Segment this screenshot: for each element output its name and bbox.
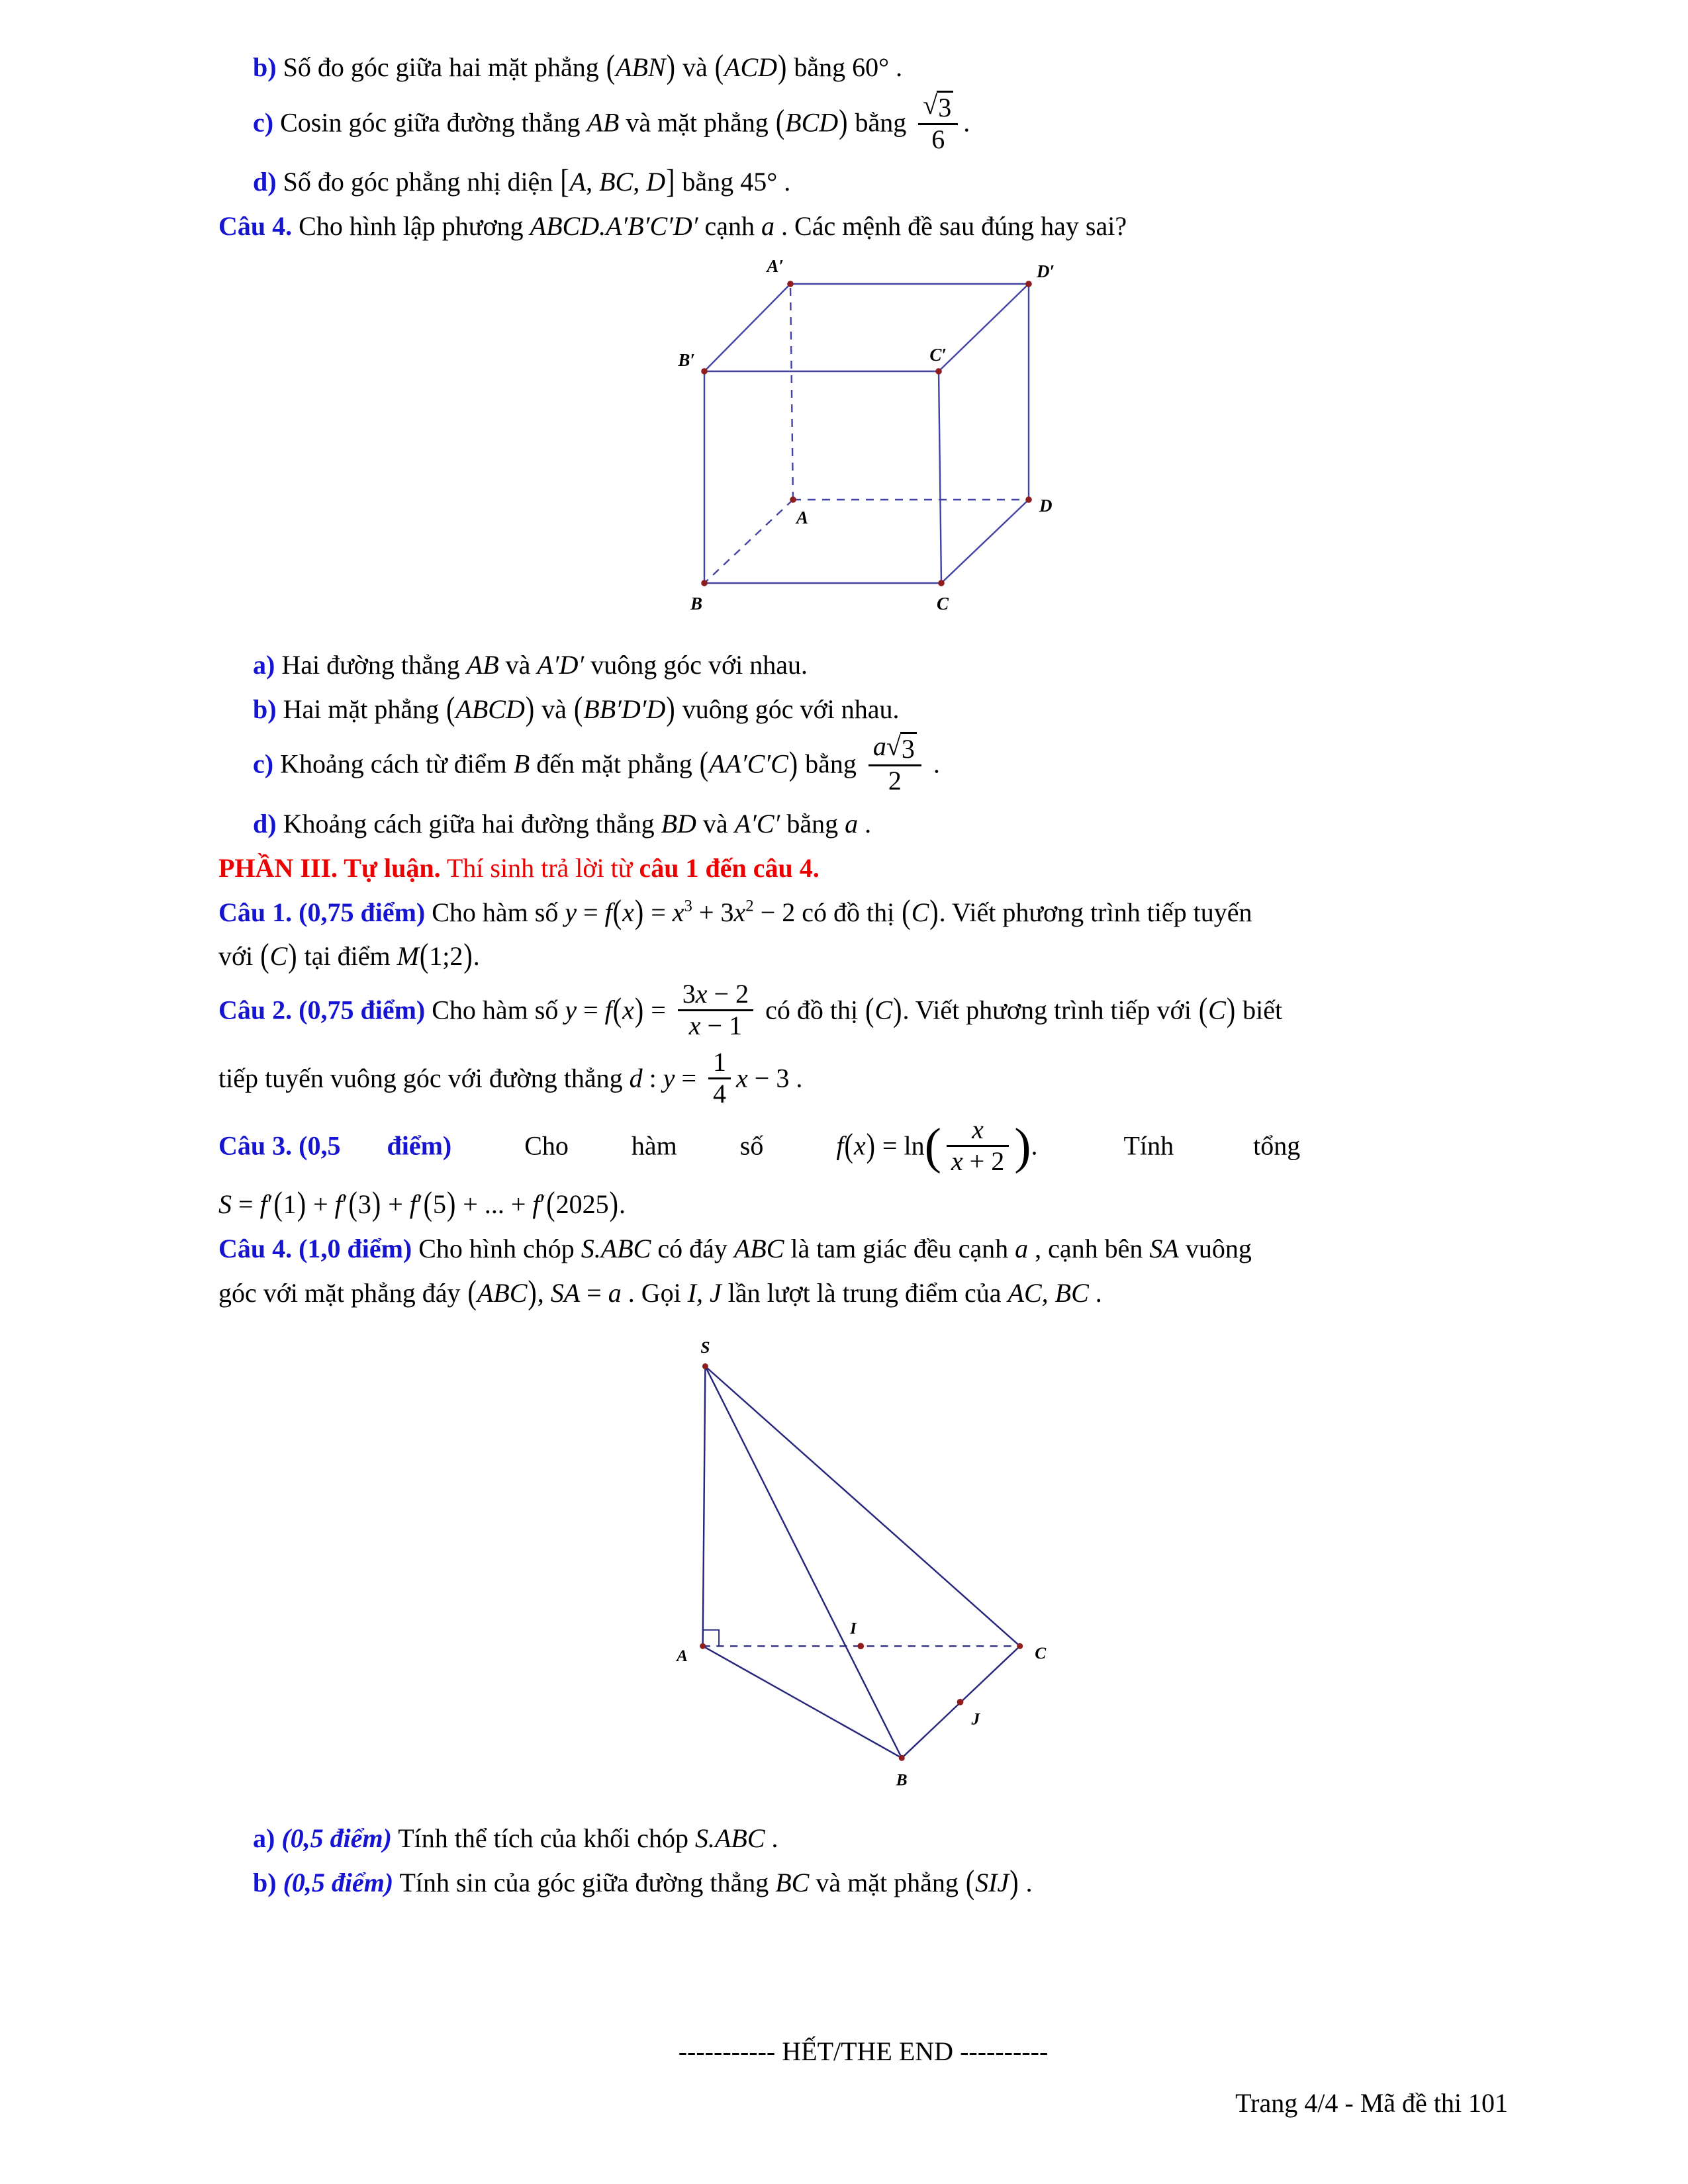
text-run: vuông góc với nhau. xyxy=(675,694,900,724)
text-run: tiếp tuyến vuông góc với đường thẳng xyxy=(218,1063,630,1093)
math-text: AB xyxy=(466,649,499,680)
text-run: 3 xyxy=(682,979,696,1009)
math-text: S.ABC xyxy=(695,1823,765,1854)
text-run: [ xyxy=(560,162,569,201)
text-run: − 2 xyxy=(707,979,749,1009)
text-run: ) xyxy=(1226,990,1236,1028)
text-run: + xyxy=(306,1189,335,1219)
text-run: Cho hàm số xyxy=(425,995,565,1025)
fraction xyxy=(708,1048,731,1109)
math-text: a xyxy=(761,211,775,242)
text-run: tại điểm xyxy=(297,941,397,972)
text-run: vuông góc với nhau. xyxy=(584,649,808,680)
text-run: ) xyxy=(666,689,675,727)
text-run: = xyxy=(644,897,673,927)
math-text: C xyxy=(911,897,929,927)
text-run: PHẦN III. Tự luận. xyxy=(218,852,441,883)
text-run: với xyxy=(218,941,260,972)
text-run: = xyxy=(580,1277,608,1308)
text-run: Khoảng cách giữa hai đường thẳng xyxy=(276,808,661,839)
text-run: Cho hình chóp xyxy=(412,1233,581,1263)
fraction xyxy=(918,91,958,155)
fraction-denominator xyxy=(947,1147,1009,1177)
text-run: và mặt phẳng xyxy=(619,107,775,138)
text-run: = xyxy=(644,995,673,1025)
text-run: bằng xyxy=(848,107,914,138)
text-run: ( xyxy=(573,689,583,727)
math-text: A′C′ xyxy=(734,808,780,839)
text-run: tổng xyxy=(1253,1130,1301,1161)
text-run: hàm xyxy=(631,1130,677,1161)
text-run: cạnh xyxy=(698,211,762,242)
math-text: ABC xyxy=(733,1233,784,1263)
text-run: ) xyxy=(788,744,798,783)
text-run: ( xyxy=(260,936,269,975)
radical-sign: √ xyxy=(923,89,938,120)
radical xyxy=(886,732,917,764)
fraction-denominator xyxy=(884,766,906,796)
math-text: d xyxy=(629,1063,643,1093)
text-run: có đáy xyxy=(651,1233,734,1263)
question-4b-line-2 xyxy=(218,1275,1508,1312)
math-text: f xyxy=(604,897,612,927)
text-run: ( xyxy=(273,1184,283,1223)
text-run: ( xyxy=(699,744,709,783)
text-run: ( xyxy=(606,47,616,86)
math-text: a xyxy=(1015,1233,1029,1263)
text-run: + 2 xyxy=(962,1146,1005,1177)
text-run: 3 xyxy=(684,897,692,915)
text-run: ( xyxy=(965,1862,975,1901)
math-text: y xyxy=(565,897,577,927)
text-run: ( xyxy=(612,990,622,1028)
page-number: Trang 4/4 - Mã đề thi 101 xyxy=(1235,2088,1508,2118)
math-text: x xyxy=(688,1010,701,1040)
text-run: = ln xyxy=(875,1130,925,1161)
radicand xyxy=(900,732,917,764)
text-run: . xyxy=(777,167,791,197)
text-run: 3 xyxy=(938,92,952,122)
fraction-numerator xyxy=(918,91,958,123)
math-text: AA′C′C xyxy=(709,749,788,779)
text-run: và xyxy=(696,808,735,839)
text-run: b) xyxy=(253,52,277,82)
math-text: a xyxy=(845,808,859,839)
math-text: AB xyxy=(586,107,620,138)
question-1-line-2 xyxy=(218,938,1508,976)
text-run: ( xyxy=(1198,990,1208,1028)
fraction-denominator xyxy=(708,1079,731,1109)
text-run: , xyxy=(586,167,600,197)
text-run: ) xyxy=(778,47,787,86)
text-run: Tính xyxy=(1123,1130,1174,1161)
text-run: 45° xyxy=(740,167,778,197)
math-text: x xyxy=(733,897,746,927)
text-run: bằng xyxy=(675,167,741,197)
right-angle-mark xyxy=(703,1630,719,1646)
text-run: 1;2 xyxy=(429,941,463,972)
answer-4b xyxy=(218,1864,1508,1902)
fraction xyxy=(947,1115,1009,1177)
text-run: ( xyxy=(467,1273,477,1311)
question-3-sum-line xyxy=(218,1186,1508,1224)
text-run: và xyxy=(498,649,538,680)
math-text: a xyxy=(608,1277,622,1308)
text-run: , xyxy=(537,1277,551,1308)
text-run: Tính sin của góc giữa đường thẳng xyxy=(393,1867,776,1897)
cube-edges-solid xyxy=(704,284,1029,583)
text-run: Số đo góc phẳng nhị diện xyxy=(276,167,560,197)
math-text: x xyxy=(695,979,708,1009)
text-run: . xyxy=(1088,1277,1102,1308)
text-run: ( xyxy=(348,1184,357,1223)
text-run: a) xyxy=(253,1823,275,1854)
cube-label-b-prime: B′ xyxy=(678,349,695,370)
math-text: x xyxy=(853,1130,866,1161)
text-run xyxy=(277,1868,283,1897)
cube-figure xyxy=(665,256,1062,640)
text-run: . xyxy=(473,941,480,972)
text-run: ′ xyxy=(342,1189,348,1219)
text-run: = xyxy=(675,1063,704,1093)
math-text: BC xyxy=(599,167,633,197)
pyramid-label-i: I xyxy=(850,1619,857,1638)
math-text: ABN xyxy=(616,52,666,82)
text-run: ) xyxy=(288,936,297,975)
text-run: ) xyxy=(866,1126,875,1165)
text-run: , xyxy=(633,167,647,197)
text-run: vuông xyxy=(1178,1233,1252,1263)
pyramid-figure xyxy=(658,1330,1068,1813)
text-run: = xyxy=(577,897,605,927)
text-run: − 1 xyxy=(700,1010,743,1040)
text-run: . xyxy=(1019,1867,1033,1897)
text-run: ) xyxy=(839,102,848,141)
cube-label-a: A xyxy=(796,507,809,527)
math-text: y xyxy=(565,995,577,1025)
text-run: ] xyxy=(666,162,675,201)
text-run: bằng xyxy=(798,749,863,779)
text-run: và mặt phẳng xyxy=(809,1867,965,1897)
text-run: ′ xyxy=(416,1189,423,1219)
math-text: C xyxy=(269,941,288,972)
text-run: 2025 xyxy=(555,1189,609,1219)
radicand xyxy=(937,91,953,123)
text-run: góc với mặt phẳng đáy xyxy=(218,1277,467,1308)
text-run: ) xyxy=(666,47,675,86)
radical xyxy=(923,91,953,123)
section-questions-top xyxy=(218,49,1508,246)
statement-3c xyxy=(218,89,1508,158)
text-run: d) xyxy=(253,167,277,197)
text-run: Cosin góc giữa đường thẳng xyxy=(273,107,587,138)
pyramid-edges-solid xyxy=(703,1367,1020,1758)
text-run: Câu 3. (0,5 xyxy=(218,1130,341,1161)
math-text: S xyxy=(218,1189,232,1219)
math-text: SA xyxy=(550,1277,581,1308)
fraction xyxy=(868,732,921,796)
math-text: f xyxy=(532,1189,540,1219)
text-run: . Các mệnh đề sau đúng hay sai? xyxy=(774,211,1127,242)
text-run: Câu 2. (0,75 điểm) xyxy=(218,995,426,1025)
end-of-test-line: ----------- HẾT/THE END ---------- xyxy=(678,2036,1049,2066)
math-text: ACD xyxy=(724,52,778,82)
text-run: + 3 xyxy=(692,897,734,927)
question-3-line xyxy=(218,1115,1508,1179)
text-run: ( xyxy=(446,689,455,727)
text-run: Hai mặt phẳng xyxy=(276,694,446,724)
text-run: + ... + xyxy=(456,1189,533,1219)
statement-4c xyxy=(218,731,1508,799)
math-text: BC xyxy=(775,1867,810,1897)
text-run: biết xyxy=(1236,995,1283,1025)
text-run: ( xyxy=(423,1184,432,1223)
statement-3d xyxy=(218,163,1508,201)
text-run: . Viết phương trình tiếp tuyến xyxy=(939,897,1252,927)
text-run: Số đo góc giữa hai mặt phẳng xyxy=(276,52,606,82)
pyramid-labels xyxy=(675,1338,1047,1790)
statement-4a xyxy=(218,647,1508,684)
pyramid-label-b: B xyxy=(896,1770,908,1790)
text-run: ( xyxy=(775,102,785,141)
pyramid-point-dots xyxy=(700,1363,1023,1761)
math-text: ABCD xyxy=(455,694,525,724)
text-run: ( xyxy=(546,1184,555,1223)
text-run: số xyxy=(739,1130,764,1161)
text-run: . xyxy=(963,107,970,138)
cube-label-a-prime: A′ xyxy=(767,255,784,276)
text-run: 3 xyxy=(901,734,915,764)
text-run: c) xyxy=(253,749,274,779)
text-run: = xyxy=(232,1189,260,1219)
fraction-numerator xyxy=(708,1048,731,1077)
fraction-denominator xyxy=(684,1011,747,1041)
text-run: − 3 . xyxy=(747,1063,803,1093)
text-run: ( xyxy=(902,892,911,931)
text-run: 5 xyxy=(432,1189,446,1219)
text-run: = xyxy=(577,995,605,1025)
question-2-line-2 xyxy=(218,1046,1508,1112)
text-run: điểm) xyxy=(387,1130,452,1161)
question-4-header xyxy=(218,208,1508,246)
text-run: ) xyxy=(446,1184,456,1223)
math-text: x xyxy=(951,1146,963,1177)
fraction-numerator xyxy=(967,1115,988,1145)
pyramid-svg xyxy=(658,1330,1068,1803)
text-run: Câu 1. (0,75 điểm) xyxy=(218,897,426,927)
text-run: ( xyxy=(844,1126,853,1165)
text-run: ) xyxy=(297,1184,306,1223)
cube-edges-hidden xyxy=(704,284,1029,583)
text-run: Thí sinh trả lời từ xyxy=(440,852,639,883)
statement-4b xyxy=(218,691,1508,729)
text-run: ) xyxy=(525,689,535,727)
cube-label-b: B xyxy=(690,593,703,614)
text-run: − 2 có đồ thị xyxy=(753,897,902,927)
fraction-numerator xyxy=(678,979,753,1009)
text-run: ( xyxy=(714,47,724,86)
text-run: b) xyxy=(253,694,277,724)
text-run: . Viết phương trình tiếp với xyxy=(902,995,1198,1025)
math-text: f xyxy=(836,1130,844,1161)
text-run: . xyxy=(926,749,940,779)
text-run: 4 xyxy=(713,1078,727,1109)
text-run: . xyxy=(889,52,903,82)
text-run: (0,5 điểm) xyxy=(283,1867,394,1897)
text-run: ) xyxy=(371,1184,381,1223)
text-run: ) xyxy=(463,936,473,975)
radical-sign: √ xyxy=(886,731,901,762)
text-run: Câu 4. xyxy=(218,211,293,242)
math-text: M xyxy=(397,941,419,972)
text-run: ) xyxy=(893,990,902,1028)
math-text: B xyxy=(513,749,530,779)
text-run: ) xyxy=(634,892,644,931)
text-run: câu 1 đến câu 4. xyxy=(639,852,820,883)
text-run: ) xyxy=(528,1273,537,1311)
math-text: x xyxy=(672,897,684,927)
math-text: BB′D′D xyxy=(583,694,666,724)
text-run xyxy=(275,1823,281,1853)
math-text: x xyxy=(622,995,634,1025)
math-text: D xyxy=(646,167,666,197)
cube-label-c-prime: C′ xyxy=(929,344,947,365)
text-run: c) xyxy=(253,107,274,138)
answer-4a xyxy=(218,1820,1508,1858)
text-run: là tam giác đều cạnh xyxy=(784,1233,1015,1263)
math-text: BCD xyxy=(785,107,839,138)
text-run: Hai đường thẳng xyxy=(275,649,467,680)
text-run: ) xyxy=(634,990,644,1028)
text-run: , cạnh bên xyxy=(1028,1233,1150,1263)
pyramid-label-j: J xyxy=(971,1709,980,1729)
cube-labels xyxy=(677,256,1055,614)
text-run: : xyxy=(642,1063,663,1093)
math-text: S.ABC xyxy=(581,1233,651,1263)
text-run: d) xyxy=(253,808,277,839)
math-text: x xyxy=(972,1115,984,1145)
pyramid-label-s: S xyxy=(700,1338,710,1357)
pyramid-label-c: C xyxy=(1035,1644,1047,1663)
pyramid-label-a: A xyxy=(677,1647,688,1666)
section-answers-bottom xyxy=(218,1820,1508,1902)
text-run: Câu 4. (1,0 điểm) xyxy=(218,1233,412,1263)
math-text: BD xyxy=(661,808,696,839)
fraction-numerator xyxy=(868,732,921,764)
text-run: Cho xyxy=(524,1130,569,1161)
cube-label-c: C xyxy=(936,593,949,614)
math-text: a xyxy=(872,731,886,762)
text-run: Cho hàm số xyxy=(425,897,565,927)
text-run: ( xyxy=(612,892,622,931)
math-text: C xyxy=(874,995,893,1025)
statement-4d xyxy=(218,805,1508,843)
math-text: A xyxy=(569,167,586,197)
text-run: . xyxy=(618,1189,626,1219)
question-4b-line-1 xyxy=(218,1230,1508,1268)
fraction-denominator xyxy=(927,125,949,155)
text-run: 6 xyxy=(931,124,945,154)
question-2-line-1 xyxy=(218,979,1508,1044)
text-run: có đồ thị xyxy=(759,995,865,1025)
text-run: và xyxy=(535,694,573,724)
text-run: và xyxy=(675,52,714,82)
text-run: 1 xyxy=(713,1046,727,1077)
text-run: b) xyxy=(253,1867,277,1897)
cube-label-d: D xyxy=(1039,495,1053,516)
math-text: SA xyxy=(1149,1233,1179,1263)
math-text: I, J xyxy=(687,1277,722,1308)
math-text: SIJ xyxy=(975,1867,1009,1897)
text-run: . xyxy=(765,1823,778,1854)
text-run: bằng xyxy=(787,52,853,82)
text-run: ′ xyxy=(539,1189,546,1219)
text-run: bằng xyxy=(780,808,845,839)
text-run: ) xyxy=(929,892,939,931)
statement-3b xyxy=(218,49,1508,87)
math-text: f xyxy=(409,1189,417,1219)
text-run: Khoảng cách từ điểm xyxy=(273,749,514,779)
text-run: a) xyxy=(253,649,275,680)
text-run: + xyxy=(381,1189,410,1219)
math-text: ABC xyxy=(477,1277,528,1308)
math-text: AC, BC xyxy=(1008,1277,1089,1308)
fraction xyxy=(678,979,753,1041)
text-run: (0,5 điểm) xyxy=(281,1823,392,1854)
text-run: . xyxy=(1031,1130,1038,1161)
text-run: . xyxy=(858,808,872,839)
text-run: đến mặt phẳng xyxy=(530,749,699,779)
text-run: 1 xyxy=(283,1189,297,1219)
text-run: ) xyxy=(1014,1118,1031,1175)
math-text: C xyxy=(1208,995,1226,1025)
math-text: x xyxy=(622,897,634,927)
text-run: lần lượt là trung điểm của xyxy=(721,1277,1008,1308)
text-run: 3 xyxy=(357,1189,371,1219)
math-text: ABCD.A′B′C′D′ xyxy=(530,211,698,242)
math-text: x xyxy=(736,1063,748,1093)
text-run: . Gọi xyxy=(621,1277,688,1308)
math-text: A′D′ xyxy=(537,649,585,680)
text-run: ( xyxy=(865,990,874,1028)
text-run: Tính thể tích của khối chóp xyxy=(391,1823,695,1854)
text-run: 60° xyxy=(852,52,890,82)
math-text: f xyxy=(604,995,612,1025)
section-questions-mid xyxy=(218,647,1508,1312)
text-run: 2 xyxy=(888,766,902,796)
cube-label-d-prime: D′ xyxy=(1037,261,1055,281)
math-text: f xyxy=(259,1189,267,1219)
cube-svg xyxy=(665,256,1062,629)
text-run: ( xyxy=(419,936,429,975)
question-1-line-1 xyxy=(218,894,1508,932)
text-run: Cho hình lập phương xyxy=(292,211,530,242)
math-text: y xyxy=(663,1063,675,1093)
text-run: ) xyxy=(1009,1862,1019,1901)
text-run: ′ xyxy=(267,1189,273,1219)
part-3-header xyxy=(218,850,1508,887)
text-run: ( xyxy=(924,1118,941,1175)
text-run: ) xyxy=(609,1184,618,1223)
math-text: f xyxy=(334,1189,342,1219)
text-run: 2 xyxy=(745,897,754,915)
